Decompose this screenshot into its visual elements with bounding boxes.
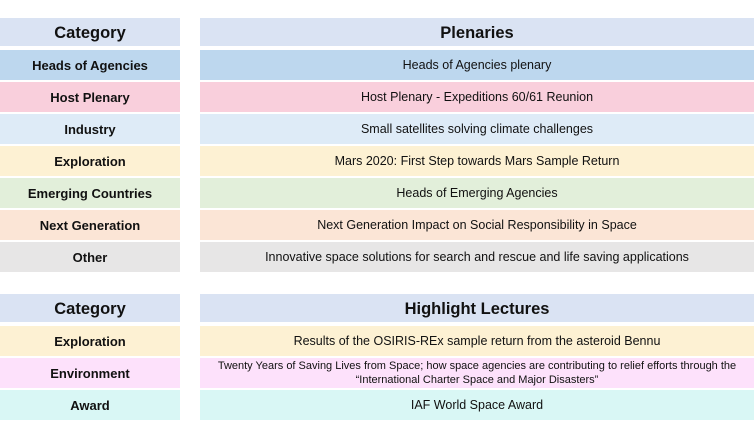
row-category: Award [0, 390, 180, 420]
row-value: IAF World Space Award [200, 390, 754, 420]
row-value-line-2: “International Charter Space and Major Disasters” [355, 374, 599, 386]
table-row [0, 50, 756, 80]
table-row [0, 114, 756, 144]
row-category: Other [0, 242, 180, 272]
row-value [200, 358, 754, 388]
plenaries-title-header: Plenaries [200, 18, 754, 48]
row-value: Innovative space solutions for search and rescue and life saving applications [200, 242, 754, 272]
row-category: Next Generation [0, 210, 180, 240]
table-row [0, 242, 756, 272]
table-row [0, 82, 756, 112]
table-row [0, 146, 756, 176]
highlights-title-header: Highlight Lectures [200, 294, 754, 324]
row-category: Emerging Countries [0, 178, 180, 208]
row-value: Mars 2020: First Step towards Mars Sample Return [200, 146, 754, 176]
table-row [0, 358, 756, 388]
row-category: Heads of Agencies [0, 50, 180, 80]
row-category: Host Plenary [0, 82, 180, 112]
row-value: Small satellites solving climate challenges [200, 114, 754, 144]
highlights-category-header: Category [0, 294, 180, 324]
row-value: Heads of Agencies plenary [200, 50, 754, 80]
table-row [0, 178, 756, 208]
row-category: Exploration [0, 146, 180, 176]
row-category: Environment [0, 358, 180, 388]
row-value: Heads of Emerging Agencies [200, 178, 754, 208]
table-row [0, 390, 756, 420]
row-category: Industry [0, 114, 180, 144]
plenaries-category-header: Category [0, 18, 180, 48]
row-value: Next Generation Impact on Social Responsibility in Space [200, 210, 754, 240]
row-value: Host Plenary - Expeditions 60/61 Reunion [200, 82, 754, 112]
table-row [0, 326, 756, 356]
row-value-line-1: Twenty Years of Saving Lives from Space; how space agencies are contributing to relief efforts through the [217, 360, 737, 372]
highlights-header-row [0, 294, 756, 324]
row-category: Exploration [0, 326, 180, 356]
row-value: Results of the OSIRIS-REx sample return from the asteroid Bennu [200, 326, 754, 356]
table-row [0, 210, 756, 240]
plenaries-header-row [0, 18, 756, 48]
